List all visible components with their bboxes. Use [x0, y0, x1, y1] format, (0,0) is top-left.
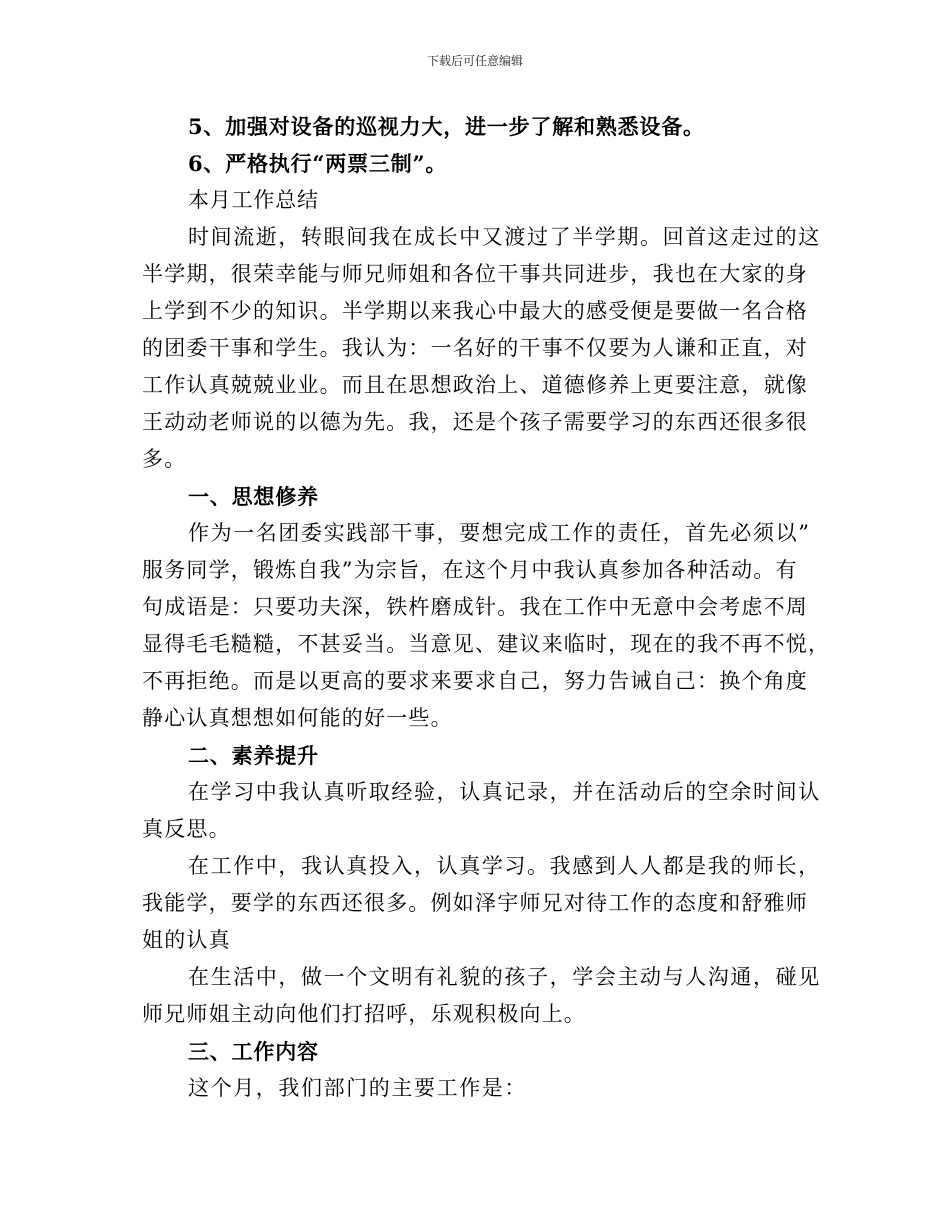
paragraph-life [142, 959, 822, 1033]
text-line: 5、加强对设备的巡视力大，进一步了解和熟悉设备。 [188, 114, 705, 139]
section-heading-work-content [142, 1033, 822, 1070]
text-line: 在学习中我认真听取经验，认真记录，并在活动后的空余时间认 [188, 780, 821, 804]
text-line: 服务同学，锻炼自我”为宗旨，在这个月中我认真参加各种活动。有 [142, 558, 798, 582]
section-heading-thought [142, 478, 822, 515]
paragraph-work-content [142, 1070, 822, 1107]
text-line: 王动动老师说的以德为先。我，还是个孩子需要学习的东西还很多很 [142, 410, 808, 434]
text-line: 的团委干事和学生。我认为：一名好的干事不仅要为人谦和正直，对 [142, 336, 808, 360]
document-body [142, 108, 831, 1107]
text-line: 半学期，很荣幸能与师兄师姐和各位干事共同进步，我也在大家的身 [142, 262, 808, 286]
paragraph-item-6 [142, 145, 822, 182]
text-line: 姐的认真 [142, 928, 231, 952]
paragraph-study [142, 774, 822, 848]
text-line: 工作认真兢兢业业。而且在思想政治上、道德修养上更要注意，就像 [142, 373, 808, 397]
text-line: 多。 [142, 447, 187, 471]
text-line: 这个月，我们部门的主要工作是： [188, 1076, 527, 1100]
text-line: 在工作中，我认真投入，认真学习。我感到人人都是我的师长， [188, 854, 821, 878]
paragraph-work [142, 848, 822, 959]
text-line: 本月工作总结 [188, 188, 319, 212]
section-title-monthly-summary [142, 182, 822, 219]
text-line: 不再拒绝。而是以更高的要求来要求自己，努力告诫自己：换个角度 [142, 669, 808, 693]
paragraph-item-5 [142, 108, 822, 145]
page-header: 下载后可任意编辑 [426, 54, 523, 68]
text-line: 作为一名团委实践部干事，要想完成工作的责任，首先必须以” [188, 521, 811, 545]
paragraph-intro [142, 219, 822, 478]
text-line: 一、思想修养 [188, 484, 319, 509]
text-line: 真反思。 [142, 817, 231, 841]
text-line: 静心认真想想如何能的好一些。 [142, 706, 453, 730]
text-line: 句成语是：只要功夫深，铁杵磨成针。我在工作中无意中会考虑不周 [142, 595, 808, 619]
text-line: 时间流逝，转眼间我在成长中又渡过了半学期。回首这走过的这 [188, 225, 821, 249]
text-line: 二、素养提升 [188, 743, 319, 768]
text-line: 6、严格执行“两票三制”。 [188, 151, 448, 176]
section-heading-quality [142, 737, 822, 774]
text-line: 上学到不少的知识。半学期以来我心中最大的感受便是要做一名合格 [142, 299, 808, 323]
text-line: 在生活中，做一个文明有礼貌的孩子，学会主动与人沟通，碰见 [188, 965, 821, 989]
text-line: 我能学，要学的东西还很多。例如泽宇师兄对待工作的态度和舒雅师 [142, 891, 808, 915]
text-line: 师兄师姐主动向他们打招呼，乐观积极向上。 [142, 1002, 586, 1026]
text-line: 显得毛毛糙糙，不甚妥当。当意见、建议来临时，现在的我不再不悦， [142, 632, 831, 656]
paragraph-thought [142, 515, 831, 737]
text-line: 三、工作内容 [188, 1039, 319, 1064]
